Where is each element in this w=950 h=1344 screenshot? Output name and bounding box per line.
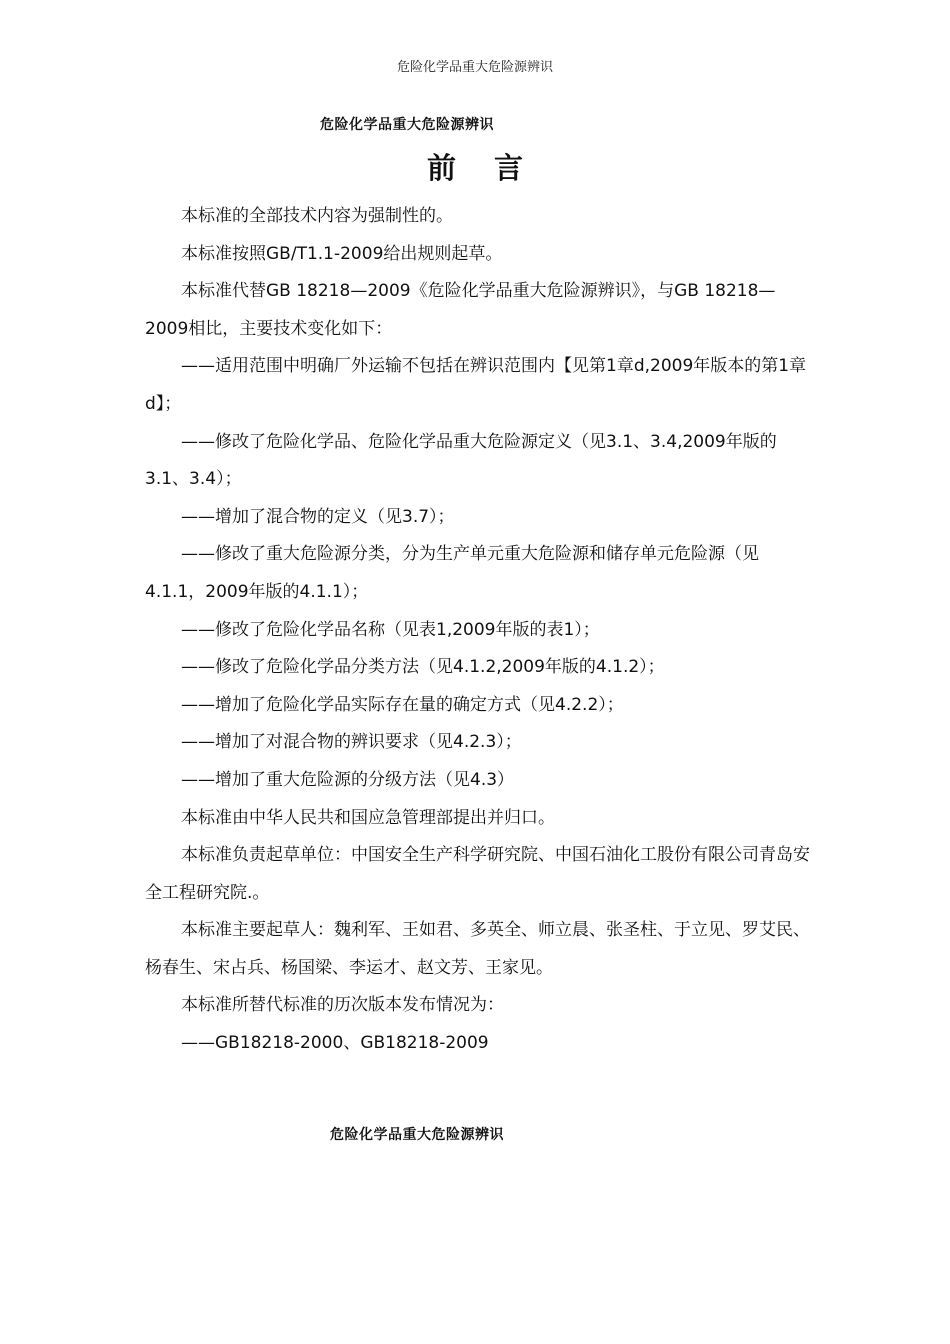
list-item: ——修改了危险化学品、危险化学品重大危险源定义（见3.1、3.4,2009年版的3.1、3.4）； xyxy=(145,431,777,490)
paragraph: 本标准的全部技术内容为强制性的。 xyxy=(181,206,453,226)
list-item: ——适用范围中明确厂外运输不包括在辨识范围内【见第1章d,2009年版本的第1章d】； xyxy=(145,356,807,414)
paragraph: 本标准所替代标准的历次版本发布情况为： xyxy=(181,995,504,1016)
list-item: ——增加了重大危险源的分级方法（见4.3） xyxy=(181,769,515,790)
running-header: 危险化学品重大危险源辨识 xyxy=(396,60,553,75)
section-heading: 前言 xyxy=(426,151,561,185)
paragraph: 本标准代替GB 18218—2009《危险化学品重大危险源辨识》，与GB 18218—2009相比，主要技术变化如下： xyxy=(145,281,776,339)
list-item: ——修改了危险化学品名称（见表1,2009年版的表1）； xyxy=(181,619,600,640)
list-item: ——增加了对混合物的辨识要求（见4.2.3）； xyxy=(181,732,522,753)
paragraph: 本标准主要起草人：魏利军、王如君、多英全、师立晨、张圣柱、于立见、罗艾民、杨春生、宋占兵、杨国梁、李运才、赵文芳、王家见。 xyxy=(145,920,810,978)
body-text xyxy=(145,198,810,1063)
list-item: ——GB18218-2000、GB18218-2009 xyxy=(181,1033,489,1054)
document-title: 危险化学品重大危险源辨识 xyxy=(320,117,494,133)
list-item: ——增加了混合物的定义（见3.7）； xyxy=(181,506,455,527)
paragraph: 本标准负责起草单位：中国安全生产科学研究院、中国石油化工股份有限公司青岛安全工程研究院.。 xyxy=(145,845,810,903)
paragraph: 本标准按照GB/T1.1-2009给出规则起草。 xyxy=(181,243,503,264)
list-item: ——修改了危险化学品分类方法（见4.1.2,2009年版的4.1.2）； xyxy=(181,657,665,678)
paragraph: 本标准由中华人民共和国应急管理部提出并归口。 xyxy=(181,807,555,828)
list-item: ——修改了重大危险源分类，分为生产单元重大危险源和储存单元危险源（见4.1.1，2009年版的4.1.1）； xyxy=(145,544,759,602)
footer-title: 危险化学品重大危险源辨识 xyxy=(330,1127,504,1143)
list-item: ——增加了危险化学品实际存在量的确定方式（见4.2.2）； xyxy=(181,694,624,715)
